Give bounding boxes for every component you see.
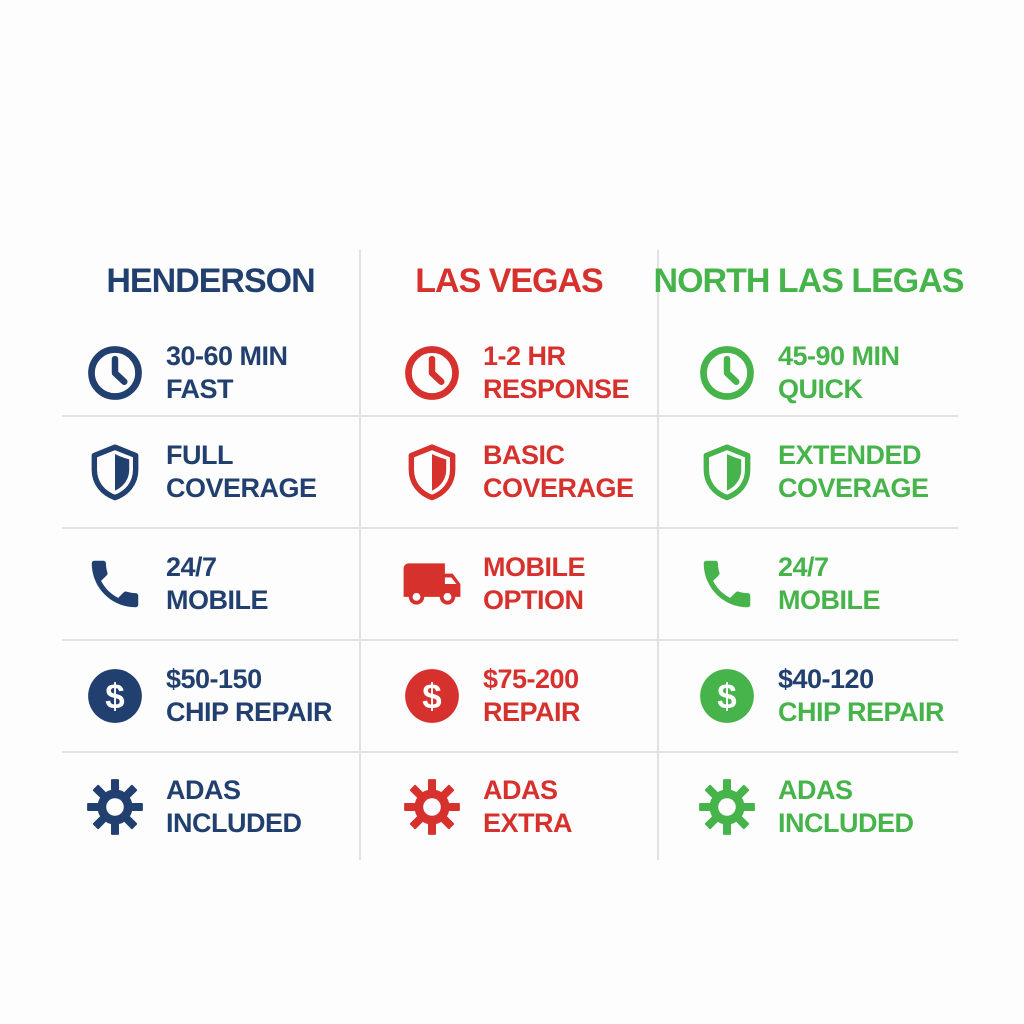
feature-text bbox=[778, 439, 929, 505]
feature-text bbox=[778, 340, 900, 406]
feature-line: $40-120 bbox=[778, 664, 874, 695]
feature-cell bbox=[659, 753, 958, 860]
feature-cell bbox=[659, 417, 958, 529]
feature-text bbox=[166, 439, 317, 505]
feature-text bbox=[778, 663, 944, 729]
feature-line: INCLUDED bbox=[778, 807, 914, 838]
feature-cell bbox=[659, 641, 958, 753]
feature-text bbox=[483, 774, 572, 840]
feature-line: QUICK bbox=[778, 373, 863, 404]
feature-line: FAST bbox=[166, 373, 234, 404]
feature-line: MOBILE bbox=[483, 552, 585, 583]
feature-cell bbox=[361, 641, 657, 753]
feature-line: ADAS bbox=[778, 774, 853, 805]
dollar-icon bbox=[401, 665, 463, 727]
dollar-icon bbox=[84, 665, 146, 727]
feature-cell bbox=[62, 753, 359, 860]
feature-cell bbox=[62, 330, 359, 417]
truck-icon bbox=[401, 553, 463, 615]
feature-text bbox=[778, 551, 880, 617]
feature-line: COVERAGE bbox=[778, 473, 929, 503]
feature-text bbox=[166, 551, 268, 617]
feature-line: INCLUDED bbox=[166, 807, 302, 838]
city-title: HENDERSON bbox=[106, 262, 315, 300]
city-column-henderson bbox=[62, 250, 361, 860]
feature-line: $75-200 bbox=[483, 664, 579, 695]
feature-line: 24/7 bbox=[778, 552, 829, 583]
feature-line: 30-60 MIN bbox=[166, 340, 288, 371]
feature-text bbox=[166, 663, 332, 729]
feature-line: COVERAGE bbox=[483, 473, 634, 503]
feature-line: CHIP REPAIR bbox=[166, 697, 333, 727]
shield-icon bbox=[401, 441, 463, 503]
clock-icon bbox=[696, 342, 758, 404]
feature-text bbox=[778, 774, 914, 840]
feature-line: CHIP REPAIR bbox=[778, 697, 945, 727]
feature-line: EXTRA bbox=[483, 807, 573, 838]
feature-cell bbox=[62, 641, 359, 753]
feature-text bbox=[483, 663, 580, 729]
phone-icon bbox=[696, 553, 758, 615]
feature-cell bbox=[62, 417, 359, 529]
gear-icon bbox=[401, 776, 463, 838]
feature-line: RESPONSE bbox=[483, 373, 630, 404]
gear-icon bbox=[84, 776, 146, 838]
feature-cell bbox=[361, 529, 657, 641]
feature-cell bbox=[62, 529, 359, 641]
feature-line: ADAS bbox=[483, 774, 558, 805]
phone-icon bbox=[84, 553, 146, 615]
city-column-north-las-vegas bbox=[653, 250, 964, 860]
svg-text:$: $ bbox=[717, 677, 737, 717]
clock-icon bbox=[84, 342, 146, 404]
feature-line: 45-90 MIN bbox=[778, 340, 900, 371]
city-column-las-vegas bbox=[361, 250, 659, 860]
feature-line: 24/7 bbox=[166, 552, 217, 583]
feature-line: MOBILE bbox=[166, 585, 268, 615]
feature-line: MOBILE bbox=[778, 585, 880, 615]
feature-line: 1-2 HR bbox=[483, 340, 566, 371]
feature-text bbox=[483, 439, 634, 505]
shield-icon bbox=[696, 441, 758, 503]
comparison-table bbox=[62, 250, 964, 860]
feature-line: ADAS bbox=[166, 774, 241, 805]
feature-cell bbox=[659, 529, 958, 641]
feature-line: $50-150 bbox=[166, 664, 262, 695]
feature-line: EXTENDED bbox=[778, 440, 922, 471]
feature-text bbox=[166, 774, 302, 840]
feature-text bbox=[483, 551, 585, 617]
svg-text:$: $ bbox=[422, 677, 442, 717]
shield-icon bbox=[84, 441, 146, 503]
dollar-icon bbox=[696, 665, 758, 727]
clock-icon bbox=[401, 342, 463, 404]
feature-cell bbox=[361, 753, 657, 860]
feature-cell bbox=[361, 417, 657, 529]
city-title: LAS VEGAS bbox=[415, 262, 603, 300]
feature-line: FULL bbox=[166, 440, 233, 471]
feature-line: OPTION bbox=[483, 585, 584, 615]
feature-text bbox=[483, 340, 629, 406]
city-title: NORTH LAS LEGAS bbox=[653, 262, 964, 300]
feature-text bbox=[166, 340, 288, 406]
feature-cell bbox=[659, 330, 958, 417]
feature-cell bbox=[361, 330, 657, 417]
feature-line: BASIC bbox=[483, 440, 565, 471]
gear-icon bbox=[696, 776, 758, 838]
feature-line: REPAIR bbox=[483, 697, 581, 727]
feature-line: COVERAGE bbox=[166, 473, 317, 503]
svg-text:$: $ bbox=[105, 677, 125, 717]
